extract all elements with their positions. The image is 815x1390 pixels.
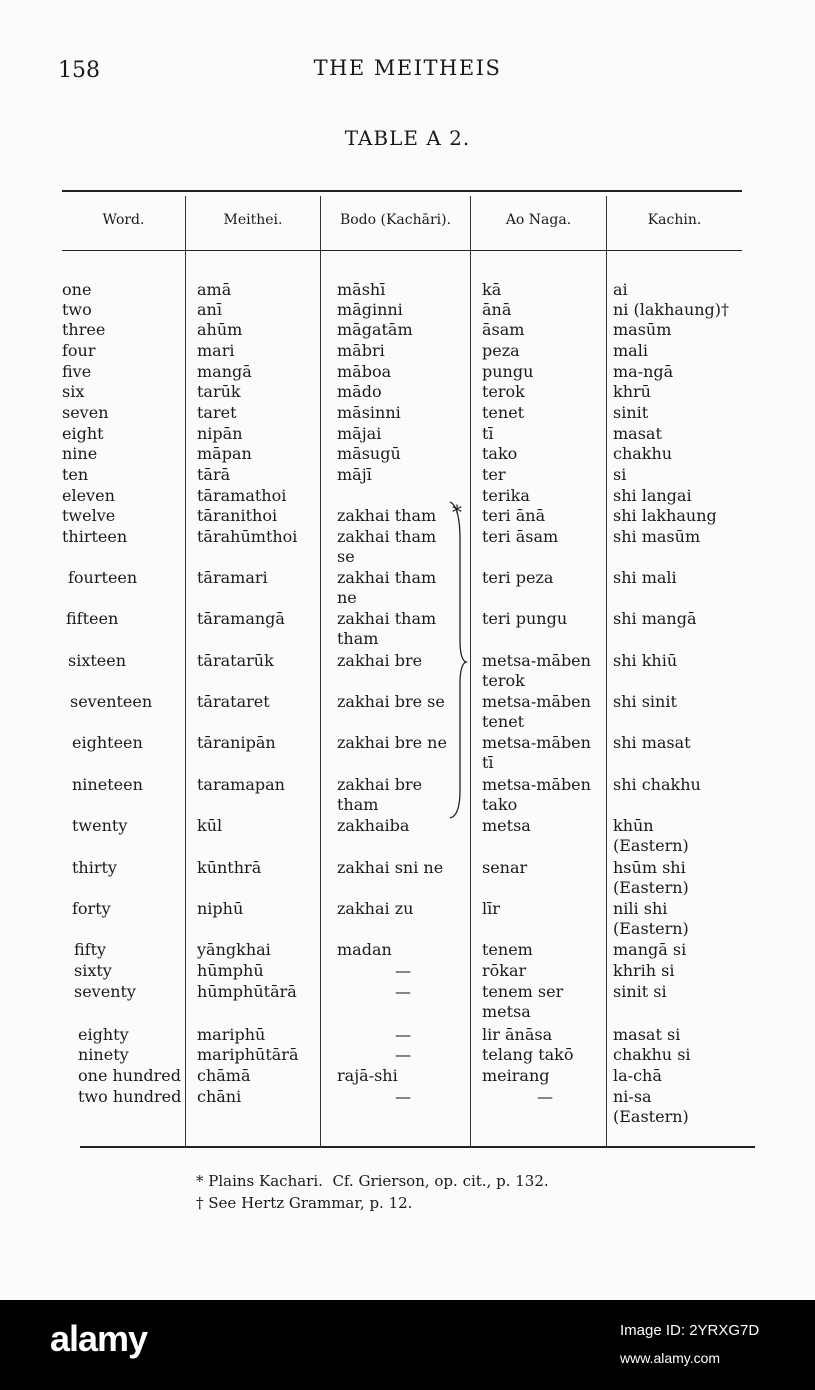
word-cell: twelve xyxy=(62,506,116,525)
ao-naga-cell: rōkar xyxy=(482,961,527,980)
word-cell: sixteen xyxy=(68,651,127,670)
bodo-cell: māsugū xyxy=(337,444,401,463)
meithei-cell: hūmphū xyxy=(197,961,264,980)
table-bottom-rule xyxy=(80,1146,755,1148)
table-top-rule xyxy=(62,190,742,192)
bodo-cell: zakhai bre xyxy=(337,651,423,670)
word-cell: seven xyxy=(62,403,109,422)
meithei-cell: tārataret xyxy=(197,692,270,711)
ao-naga-cell: metsa-māben tako xyxy=(482,775,591,814)
kachin-cell: la-chā xyxy=(613,1066,662,1085)
word-cell: eighty xyxy=(78,1025,129,1044)
kachin-cell: ni-sa (Eastern) xyxy=(613,1087,689,1126)
word-cell: forty xyxy=(72,899,111,918)
column-divider xyxy=(470,196,471,1148)
word-cell: thirty xyxy=(72,858,117,877)
kachin-cell: khūn (Eastern) xyxy=(613,816,689,855)
kachin-cell: masat xyxy=(613,424,662,443)
ao-naga-cell: teri peza xyxy=(482,568,554,587)
running-head: THE MEITHEIS xyxy=(313,56,502,80)
word-cell: nine xyxy=(62,444,98,463)
meithei-cell: tārahūmthoi xyxy=(197,527,298,546)
bodo-cell: zakhaiba xyxy=(337,816,410,835)
footnotes xyxy=(196,1170,549,1214)
bodo-cell: zakhai tham se xyxy=(337,527,437,566)
bodo-cell: mājī xyxy=(337,465,372,484)
ao-naga-cell: terok xyxy=(482,382,525,401)
word-cell: eleven xyxy=(62,486,115,505)
kachin-cell: nili shi (Eastern) xyxy=(613,899,689,938)
kachin-cell: shi masūm xyxy=(613,527,701,546)
meithei-cell: ahūm xyxy=(197,320,243,339)
header-ao-naga: Ao Naga. xyxy=(505,212,572,228)
bodo-cell: zakhai bre se xyxy=(337,692,445,711)
bodo-cell: mābri xyxy=(337,341,385,360)
bodo-cell: māshī xyxy=(337,280,386,299)
meithei-cell: niphū xyxy=(197,899,244,918)
ao-naga-cell: — xyxy=(537,1087,553,1106)
meithei-cell: tārā xyxy=(197,465,231,484)
ao-naga-cell: āsam xyxy=(482,320,525,339)
ao-naga-cell: tenem ser metsa xyxy=(482,982,564,1021)
word-cell: two xyxy=(62,300,92,319)
header-meithei: Meithei. xyxy=(223,212,283,228)
kachin-cell: ni (lakhaung)† xyxy=(613,300,730,319)
bodo-cell: rajā-shi xyxy=(337,1066,398,1085)
ao-naga-cell: metsa-māben tī xyxy=(482,733,591,772)
header-kachin: Kachin. xyxy=(647,212,702,228)
ao-naga-cell: terika xyxy=(482,486,530,505)
word-cell: nineteen xyxy=(72,775,143,794)
meithei-cell: yāngkhai xyxy=(197,940,271,959)
kachin-cell: shi mangā xyxy=(613,609,697,628)
meithei-cell: tarūk xyxy=(197,382,241,401)
bodo-cell: madan xyxy=(337,940,392,959)
ao-naga-cell: peza xyxy=(482,341,520,360)
ao-naga-cell: ter xyxy=(482,465,506,484)
word-cell: six xyxy=(62,382,85,401)
meithei-cell: chāmā xyxy=(197,1066,251,1085)
bodo-cell: — xyxy=(395,961,411,980)
ao-naga-cell: lir ānāsa xyxy=(482,1025,553,1044)
word-cell: eighteen xyxy=(72,733,143,752)
ao-naga-cell: metsa xyxy=(482,816,531,835)
bodo-cell: zakhai sni ne xyxy=(337,858,444,877)
meithei-cell: kūl xyxy=(197,816,223,835)
header-bottom-rule xyxy=(62,250,742,251)
kachin-cell: masūm xyxy=(613,320,672,339)
ao-naga-cell: teri āsam xyxy=(482,527,559,546)
alamy-logo: alamy xyxy=(50,1318,148,1359)
meithei-cell: tāranithoi xyxy=(197,506,278,525)
meithei-cell: mangā xyxy=(197,362,252,381)
meithei-cell: mariphūtārā xyxy=(197,1045,299,1064)
meithei-cell: tāramathoi xyxy=(197,486,287,505)
word-cell: sixty xyxy=(74,961,112,980)
bodo-cell: — xyxy=(395,1025,411,1044)
meithei-cell: chāni xyxy=(197,1087,242,1106)
kachin-cell: sinit xyxy=(613,403,649,422)
bodo-cell: māgatām xyxy=(337,320,413,339)
footnote-asterisk: * Plains Kachari. Cf. Grierson, op. cit., p. 132. xyxy=(196,1172,549,1190)
ao-naga-cell: tenet xyxy=(482,403,525,422)
bodo-cell: māginni xyxy=(337,300,403,319)
column-divider xyxy=(185,196,186,1148)
bodo-cell: zakhai bre tham xyxy=(337,775,423,814)
brace-graphic xyxy=(446,500,470,820)
ao-naga-cell: pungu xyxy=(482,362,534,381)
word-cell: fifteen xyxy=(66,609,119,628)
word-cell: five xyxy=(62,362,92,381)
bodo-cell: zakhai tham ne xyxy=(337,568,437,607)
meithei-cell: mariphū xyxy=(197,1025,266,1044)
kachin-cell: shi sinit xyxy=(613,692,677,711)
meithei-cell: kūnthrā xyxy=(197,858,262,877)
word-cell: ninety xyxy=(78,1045,129,1064)
meithei-cell: taramapan xyxy=(197,775,285,794)
site-url: www.alamy.com xyxy=(620,1350,721,1366)
kachin-cell: ma-ngā xyxy=(613,362,674,381)
meithei-cell: māpan xyxy=(197,444,252,463)
meithei-cell: mari xyxy=(197,341,235,360)
meithei-cell: amā xyxy=(197,280,232,299)
header-bodo: Bodo (Kachāri). xyxy=(339,212,452,228)
word-cell: eight xyxy=(62,424,104,443)
word-cell: one xyxy=(62,280,92,299)
kachin-cell: chakhu xyxy=(613,444,673,463)
bodo-cell: zakhai zu xyxy=(337,899,414,918)
ao-naga-cell: teri ānā xyxy=(482,506,546,525)
kachin-cell: sinit si xyxy=(613,982,667,1001)
ao-naga-cell: senar xyxy=(482,858,528,877)
word-cell: fifty xyxy=(74,940,107,959)
ao-naga-cell: metsa-māben tenet xyxy=(482,692,591,731)
meithei-cell: taret xyxy=(197,403,237,422)
kachin-cell: shi langai xyxy=(613,486,692,505)
kachin-cell: shi lakhaung xyxy=(613,506,717,525)
kachin-cell: masat si xyxy=(613,1025,681,1044)
table-title: TABLE A 2. xyxy=(344,126,471,150)
kachin-cell: hsūm shi (Eastern) xyxy=(613,858,689,897)
kachin-cell: si xyxy=(613,465,627,484)
word-cell: seventeen xyxy=(70,692,153,711)
ao-naga-cell: ānā xyxy=(482,300,512,319)
bodo-cell: — xyxy=(395,1045,411,1064)
word-cell: twenty xyxy=(72,816,128,835)
kachin-cell: shi masat xyxy=(613,733,691,752)
meithei-cell: nipān xyxy=(197,424,243,443)
bodo-cell: māboa xyxy=(337,362,392,381)
kachin-cell: khrih si xyxy=(613,961,675,980)
ao-naga-cell: tenem xyxy=(482,940,533,959)
ao-naga-cell: kā xyxy=(482,280,502,299)
bodo-cell: zakhai tham xyxy=(337,506,437,525)
meithei-cell: anī xyxy=(197,300,222,319)
bodo-cell: mādo xyxy=(337,382,382,401)
bodo-cell: — xyxy=(395,982,411,1001)
image-id: Image ID: 2YRXG7D xyxy=(620,1322,760,1339)
meithei-cell: hūmphūtārā xyxy=(197,982,297,1001)
kachin-cell: shi khiū xyxy=(613,651,678,670)
word-cell: two hundred xyxy=(78,1087,182,1106)
kachin-cell: khrū xyxy=(613,382,651,401)
word-cell: one hundred xyxy=(78,1066,182,1085)
ao-naga-cell: telang takō xyxy=(482,1045,574,1064)
bodo-cell: zakhai tham tham xyxy=(337,609,437,648)
bodo-cell: mājai xyxy=(337,424,382,443)
ao-naga-cell: teri pungu xyxy=(482,609,568,628)
header-word: Word. xyxy=(102,212,145,228)
bodo-cell: zakhai bre ne xyxy=(337,733,447,752)
column-divider xyxy=(320,196,321,1148)
word-cell: ten xyxy=(62,465,89,484)
word-cell: four xyxy=(62,341,96,360)
meithei-cell: tāranipān xyxy=(197,733,276,752)
kachin-cell: shi chakhu xyxy=(613,775,701,794)
word-cell: fourteen xyxy=(68,568,138,587)
ao-naga-cell: meirang xyxy=(482,1066,550,1085)
kachin-cell: chakhu si xyxy=(613,1045,691,1064)
meithei-cell: tāramari xyxy=(197,568,268,587)
bodo-cell: māsinni xyxy=(337,403,401,422)
bodo-cell: — xyxy=(395,1087,411,1106)
kachin-cell: ai xyxy=(613,280,628,299)
word-cell: thirteen xyxy=(62,527,128,546)
page-number: 158 xyxy=(58,58,100,83)
kachin-cell: mali xyxy=(613,341,648,360)
column-divider xyxy=(606,196,607,1148)
kachin-cell: shi mali xyxy=(613,568,677,587)
word-cell: seventy xyxy=(74,982,136,1001)
meithei-cell: tāratarūk xyxy=(197,651,274,670)
ao-naga-cell: tako xyxy=(482,444,518,463)
ao-naga-cell: līr xyxy=(482,899,500,918)
kachin-cell: mangā si xyxy=(613,940,687,959)
asterisk-mark: * xyxy=(452,500,462,524)
ao-naga-cell: tī xyxy=(482,424,494,443)
meithei-cell: tāramangā xyxy=(197,609,285,628)
footnote-dagger: † See Hertz Grammar, p. 12. xyxy=(196,1194,413,1212)
ao-naga-cell: metsa-māben terok xyxy=(482,651,591,690)
word-cell: three xyxy=(62,320,106,339)
